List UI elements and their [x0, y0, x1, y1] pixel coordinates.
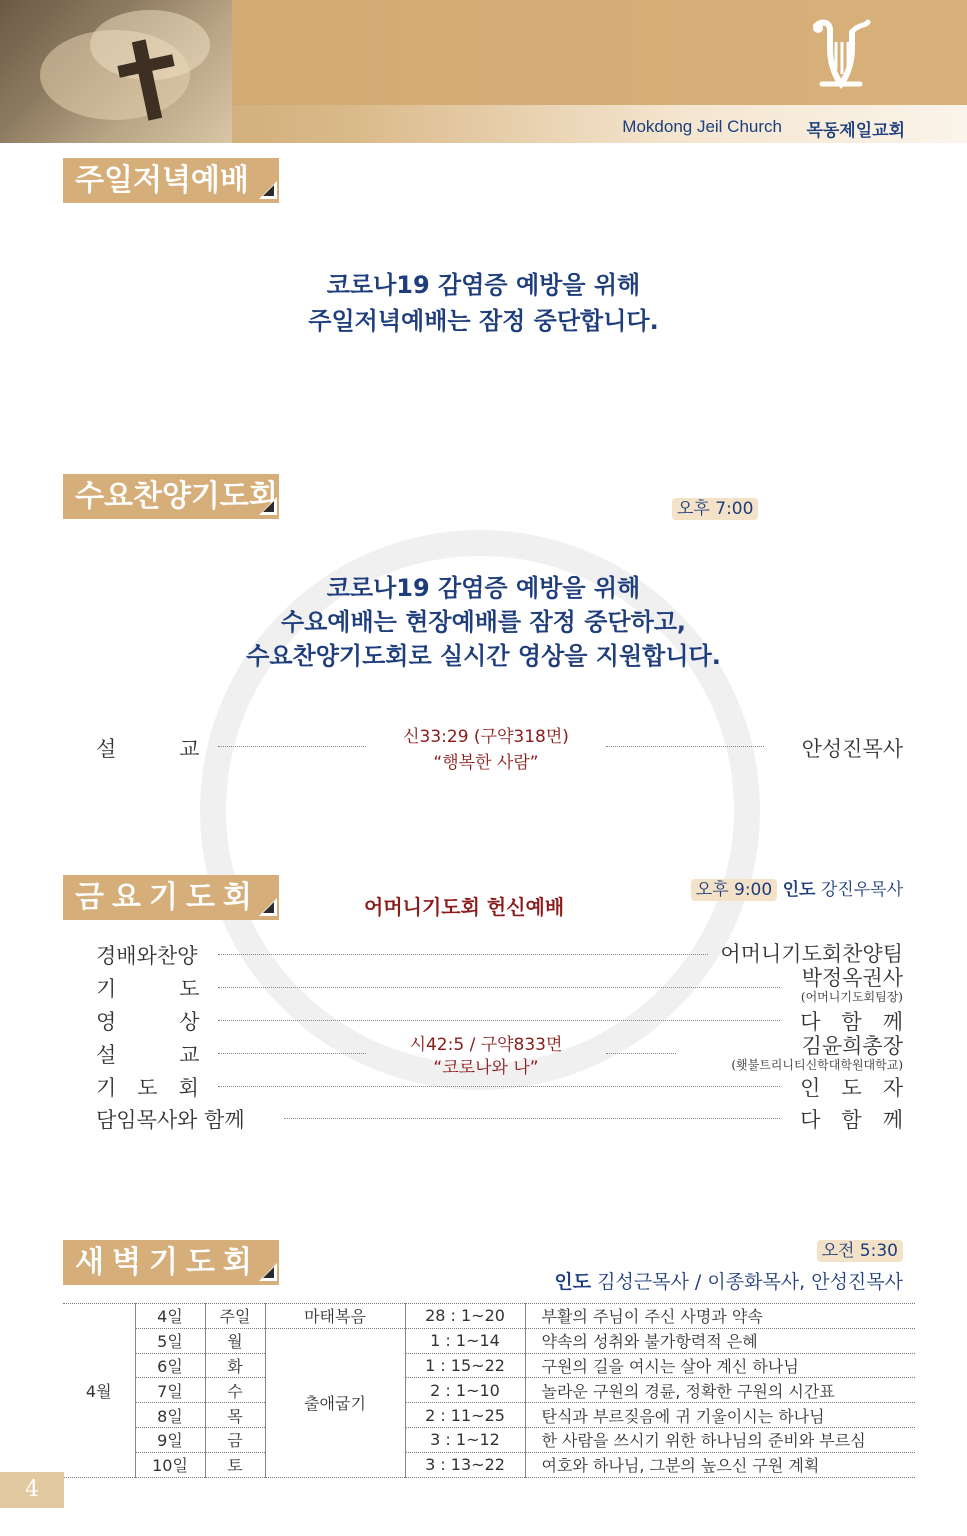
friday-sermon-title: “코로나와 나” — [433, 1058, 539, 1078]
verse-cell: 2 : 1~10 — [405, 1378, 525, 1403]
title-cell: 구원의 길을 여시는 살아 계신 하나님 — [525, 1353, 915, 1378]
section-label-text: 주일저녁예배 — [75, 163, 249, 198]
dawn-leader-label: 인도 — [554, 1271, 592, 1293]
section-label-text: 금요기도회 — [75, 880, 260, 915]
dot-leader — [218, 1086, 780, 1087]
verse-cell: 2 : 11~25 — [405, 1403, 525, 1428]
wednesday-preacher: 안성진목사 — [801, 737, 903, 761]
table-row — [63, 1304, 915, 1329]
dot-leader — [606, 1053, 676, 1054]
title-cell: 약속의 성취와 불가항력적 은혜 — [525, 1328, 915, 1353]
friday-row-right: 다 함 께 — [800, 1108, 903, 1132]
dawn-leaders-line — [554, 1267, 903, 1294]
friday-row-right: 다 함 께 — [800, 1010, 903, 1034]
friday-row-right: 어머니기도회찬양팀 — [720, 942, 903, 966]
weekday-cell: 수 — [205, 1378, 265, 1403]
day-cell: 10일 — [135, 1452, 205, 1477]
friday-row-label: 경배와찬양 — [96, 944, 198, 968]
dot-leader — [218, 954, 708, 955]
month-cell: 4월 — [63, 1304, 135, 1478]
dot-leader — [606, 746, 764, 747]
day-cell: 6일 — [135, 1353, 205, 1378]
title-cell: 한 사람을 쓰시기 위한 하나님의 준비와 부르심 — [525, 1427, 915, 1452]
friday-time-leader — [691, 875, 903, 900]
day-cell: 7일 — [135, 1378, 205, 1403]
wednesday-notice-line3: 수요찬양기도회로 실시간 영상을 지원합니다. — [246, 642, 721, 670]
wednesday-sermon-title: “행복한 사람” — [433, 753, 539, 773]
day-cell: 9일 — [135, 1427, 205, 1452]
friday-row-label: 영 상 — [96, 1010, 200, 1034]
friday-row-right: 인 도 자 — [800, 1076, 903, 1100]
dot-leader — [218, 1020, 780, 1021]
page-number: 4 — [0, 1472, 64, 1508]
verse-cell: 1 : 1~14 — [405, 1328, 525, 1353]
table-row — [63, 1378, 915, 1403]
title-cell: 부활의 주님이 주신 사명과 약속 — [525, 1304, 915, 1329]
dot-leader — [218, 1053, 366, 1054]
church-name-english: Mokdong Jeil Church — [622, 117, 782, 136]
title-cell: 탄식과 부르짖음에 귀 기울이시는 하나님 — [525, 1403, 915, 1428]
book-cell: 출애굽기 — [265, 1328, 405, 1477]
weekday-cell: 금 — [205, 1427, 265, 1452]
day-cell: 8일 — [135, 1403, 205, 1428]
verse-cell: 1 : 15~22 — [405, 1353, 525, 1378]
table-row — [63, 1353, 915, 1378]
section-label-wednesday — [63, 474, 279, 519]
day-cell: 4일 — [135, 1304, 205, 1329]
table-row — [63, 1328, 915, 1353]
section-label-dawn — [63, 1240, 279, 1285]
friday-row-label: 담임목사와 함께 — [96, 1108, 245, 1132]
friday-sermon-verse: 시42:5 / 구약833면 — [409, 1035, 563, 1055]
friday-row-label: 기 도 — [96, 977, 200, 1001]
weekday-cell: 월 — [205, 1328, 265, 1353]
friday-row-label: 설 교 — [96, 1043, 200, 1067]
verse-cell: 3 : 13~22 — [405, 1452, 525, 1477]
dawn-leaders: 김성근목사 / 이종화목사, 안성진목사 — [597, 1271, 903, 1293]
section-label-text: 수요찬양기도회 — [75, 479, 278, 514]
church-name-korean: 목동제일교회 — [806, 121, 905, 141]
weekday-cell: 주일 — [205, 1304, 265, 1329]
friday-row-label: 기 도 회 — [96, 1076, 199, 1100]
praying-hands-photo — [0, 0, 232, 143]
dawn-time-wrap — [817, 1236, 903, 1261]
dawn-schedule-table — [63, 1303, 915, 1478]
friday-row-sub: (어머니기도회팀장) — [800, 990, 903, 1004]
friday-row-right: 김윤희총장 — [801, 1034, 903, 1058]
friday-row-sub: (횃불트리니티신학대학원대학교) — [731, 1058, 903, 1072]
sunday-notice-line1: 코로나19 감염증 예방을 위해 — [326, 271, 641, 299]
friday-time: 오후 9:00 — [691, 879, 777, 901]
friday-leader-label: 인도 — [782, 880, 816, 900]
day-cell: 5일 — [135, 1328, 205, 1353]
table-row — [63, 1427, 915, 1452]
table-row — [63, 1452, 915, 1477]
friday-subtitle: 어머니기도회 헌신예배 — [364, 895, 565, 919]
dot-leader — [218, 987, 780, 988]
friday-row-right: 박정옥권사 — [801, 966, 903, 990]
section-label-sunday-evening — [63, 158, 279, 203]
title-cell: 여호와 하나님, 그분의 높으신 구원 계획 — [525, 1452, 915, 1477]
section-label-friday — [63, 875, 279, 920]
section-label-text: 새벽기도회 — [75, 1245, 260, 1280]
sunday-notice-line2: 주일저녁예배는 잠정 중단합니다. — [308, 307, 659, 335]
table-row — [63, 1403, 915, 1428]
wednesday-time: 오후 7:00 — [672, 498, 758, 520]
weekday-cell: 토 — [205, 1452, 265, 1477]
wednesday-sermon-verse: 신33:29 (구약318면) — [403, 727, 569, 747]
lyre-dove-icon — [808, 18, 874, 94]
dawn-time: 오전 5:30 — [817, 1240, 903, 1262]
wednesday-sermon-label: 설 교 — [96, 737, 200, 761]
book-cell: 마태복음 — [265, 1304, 405, 1329]
dot-leader — [218, 746, 366, 747]
friday-leader: 강진우목사 — [820, 880, 903, 900]
title-cell: 놀라운 구원의 경륜, 정확한 구원의 시간표 — [525, 1378, 915, 1403]
verse-cell: 28 : 1~20 — [405, 1304, 525, 1329]
wednesday-notice-line1: 코로나19 감염증 예방을 위해 — [326, 574, 641, 602]
weekday-cell: 목 — [205, 1403, 265, 1428]
verse-cell: 3 : 1~12 — [405, 1427, 525, 1452]
dot-leader — [284, 1118, 780, 1119]
wednesday-time-wrap — [672, 494, 758, 519]
weekday-cell: 화 — [205, 1353, 265, 1378]
wednesday-notice-line2: 수요예배는 현장예배를 잠정 중단하고, — [280, 608, 687, 636]
